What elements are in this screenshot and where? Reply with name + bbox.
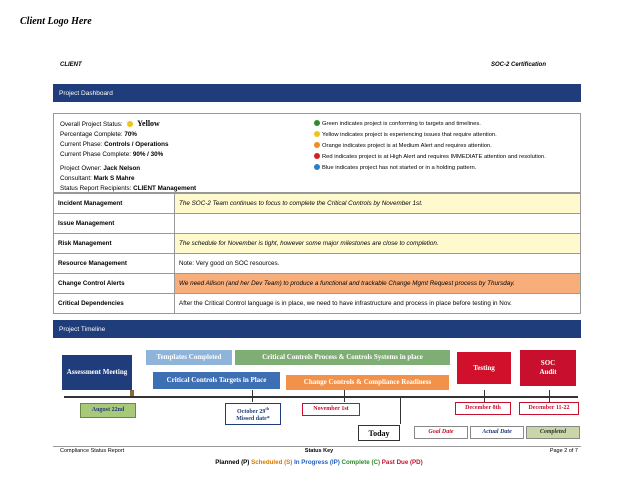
yellow-dot-icon [314, 131, 320, 137]
december-8-milestone: December 8th [455, 402, 511, 415]
table-row: Change Control Alerts We need Allison (and her Dev Team) to produce a functional and trackable Change Mgmt Request process by Thursday. [54, 274, 581, 294]
assessment-meeting-box: Assessment Meeting [62, 355, 132, 390]
status-key-legend: Planned (P) Scheduled (S) In Progress (IP) Complete (C) Past Due (PD) [215, 459, 423, 466]
page-number: Page 2 of 7 [549, 448, 578, 454]
table-row: Issue Management [54, 214, 581, 234]
yellow-status-dot-icon [127, 121, 133, 127]
red-dot-icon [314, 153, 320, 159]
nov-marker [344, 390, 345, 402]
project-owner: Jack Nelson [103, 165, 141, 172]
timeline-axis [64, 396, 578, 398]
table-row: Critical Dependencies After the Critical Control language is in place, we need to have infrastructure and process in place before testing in Nov. [54, 294, 581, 314]
dashboard-section-title: Project Dashboard [59, 89, 113, 97]
table-row: Risk Management The schedule for November is tight, however some major milestones are close to completion. [54, 234, 581, 254]
timeline-section-bar [53, 320, 581, 338]
phase-complete: 90% / 30% [132, 151, 164, 158]
percent-complete: 70% [124, 131, 138, 138]
timeline-section-title: Project Timeline [59, 325, 106, 333]
critical-targets-box: Critical Controls Targets in Place [153, 372, 280, 389]
overall-status-value: Yellow [137, 119, 160, 128]
completed-key: Completed [526, 426, 580, 439]
current-phase: Controls / Operations [104, 141, 169, 148]
legend-item: Green indicates project is conforming to targets and timelines. [314, 119, 546, 130]
orange-dot-icon [314, 142, 320, 148]
legend-item: Blue indicates project has not started or in a holding pattern. [314, 163, 546, 174]
footer-rule [53, 446, 581, 447]
november-1-milestone: November 1st [302, 403, 360, 416]
today-label: Today [358, 425, 400, 441]
report-recipients: CLIENT Management [133, 185, 197, 192]
status-key-title: Status Key [304, 448, 334, 454]
oct-marker [252, 390, 253, 402]
blue-dot-icon [314, 164, 320, 170]
client-logo-placeholder: Client Logo Here [20, 16, 92, 27]
legend-item: Red indicates project is at High Alert and requires IMMEDIATE attention and resolution. [314, 152, 546, 163]
change-controls-box: Change Controls & Compliance Readiness [286, 375, 449, 390]
legend-item: Yellow indicates project is experiencing issues that require attention. [314, 130, 546, 141]
soc-audit-label: SOC Audit [539, 359, 557, 376]
consultant: Mark S Mahre [93, 175, 135, 182]
table-row: Incident Management The SOC-2 Team continues to focus to complete the Critical Controls by November 1st. [54, 194, 581, 214]
today-marker [400, 396, 401, 424]
status-color-legend [314, 119, 546, 174]
status-details: Overall Project Status: Yellow Percentage Complete: 70% Current Phase: Controls / Operations Current Phase Complete: 90% / 30% Project Owner: Jack Nelson Consultant: Mark S Mahre Status Report Recipients: CLIENT Management [60, 119, 197, 192]
august-22-milestone: August 22nd [80, 403, 136, 418]
assessment-marker [130, 390, 134, 396]
footer-report-name: Compliance Status Report [60, 448, 125, 454]
table-row: Resource Management Note: Very good on SOC resources. [54, 254, 581, 274]
green-dot-icon [314, 120, 320, 126]
actual-date-key: Actual Date [470, 426, 524, 439]
management-table [53, 193, 581, 314]
critical-process-box: Critical Controls Process & Controls Systems in place [235, 350, 450, 365]
status-summary [53, 113, 581, 193]
certification-name: SOC-2 Certification [490, 62, 546, 68]
dec11-marker [549, 390, 550, 402]
testing-box: Testing [457, 352, 511, 384]
dashboard-section-bar [53, 84, 581, 102]
templates-completed-box: Templates Completed [146, 350, 232, 365]
dec8-marker [484, 390, 485, 402]
october-29-milestone: October 29th Missed date* [225, 403, 281, 425]
client-name: CLIENT [60, 62, 82, 68]
legend-item: Orange indicates project is at Medium Alert and requires attention. [314, 141, 546, 152]
soc-audit-box [520, 350, 576, 386]
goal-date-key: Goal Date [414, 426, 468, 439]
december-11-22-milestone: December 11-22 [519, 402, 579, 415]
